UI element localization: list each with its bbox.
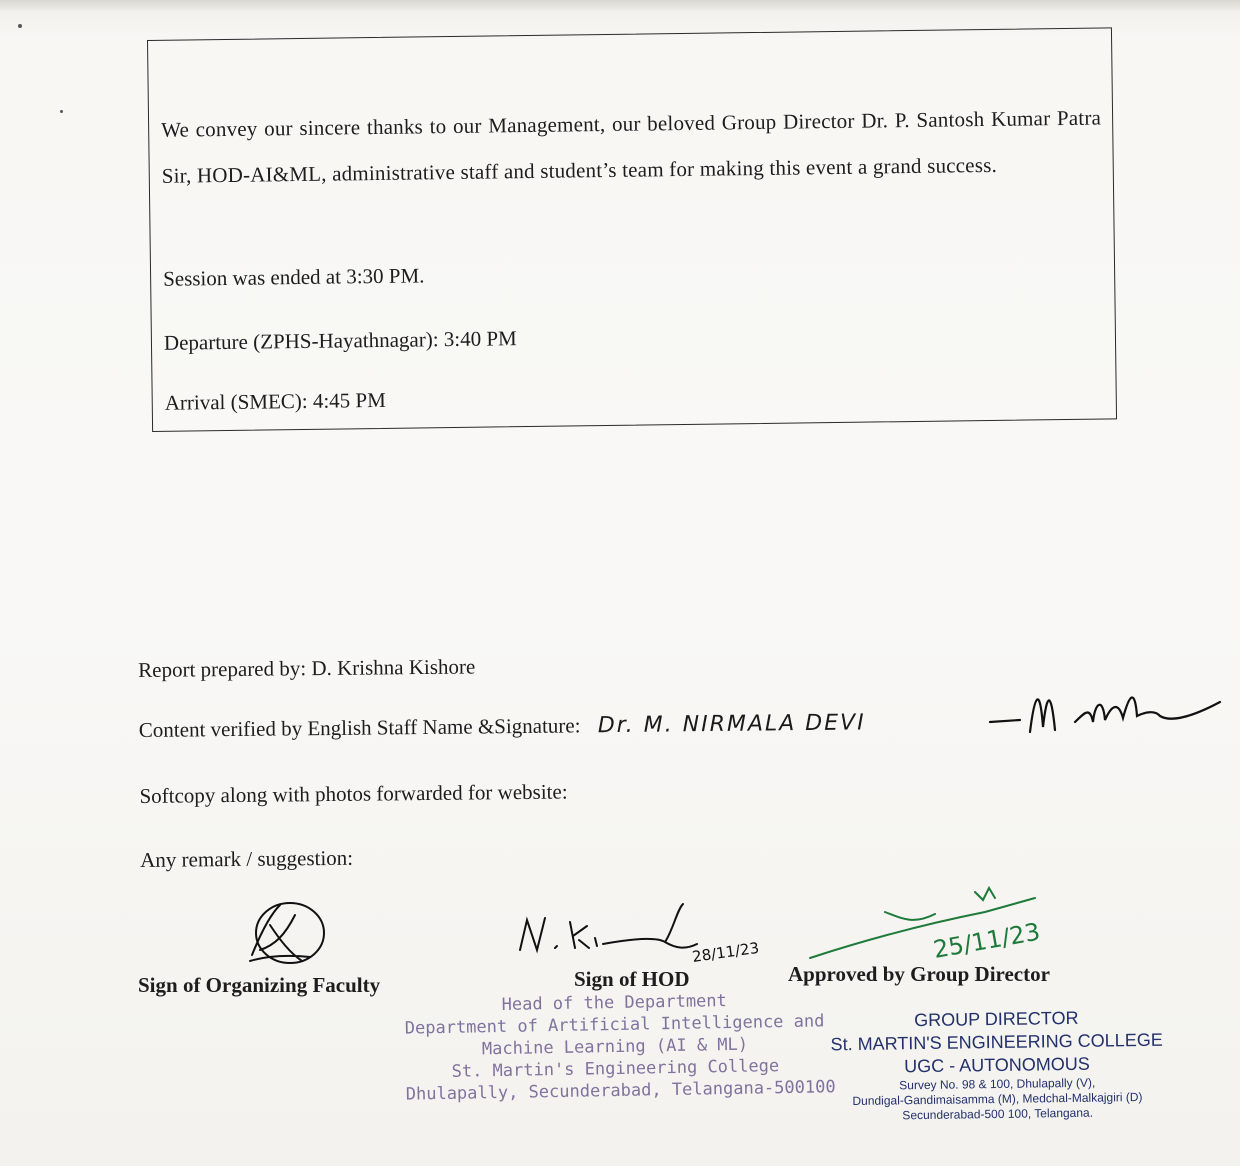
organizing-faculty-label: Sign of Organizing Faculty <box>138 973 381 997</box>
prepared-by-text: Report prepared by: D. Krishna Kishore <box>138 654 476 682</box>
thanks-paragraph: We convey our sincere thanks to our Management, our beloved Group Director Dr. P. Santosh Kumar Patra Sir, HOD-AI&ML, administrative staff and student’s team for making this event a grand success. <box>161 105 1102 188</box>
hod-stamp-line: Head of the Department <box>501 991 727 1015</box>
group-director-label: Approved by Group Director <box>788 962 1050 986</box>
hod-label: Sign of HOD <box>574 967 690 991</box>
session-end-text: Session was ended at 3:30 PM. <box>162 263 425 291</box>
remark-text: Any remark / suggestion: <box>140 845 354 872</box>
verified-by-label: Content verified by English Staff Name &Signature: <box>138 713 581 742</box>
arrival-text: Arrival (SMEC): 4:45 PM <box>164 387 386 415</box>
gd-stamp-title: GROUP DIRECTOR <box>914 1007 1079 1031</box>
group-director-stamp <box>811 1005 1183 1124</box>
hod-signature <box>515 900 775 975</box>
gd-stamp-status: UGC - AUTONOMOUS <box>904 1053 1090 1077</box>
hod-stamp-line: Machine Learning (AI & ML) <box>481 1034 749 1060</box>
softcopy-text: Softcopy along with photos forwarded for website: <box>139 779 568 808</box>
organizing-faculty-signature <box>240 895 335 975</box>
gd-stamp-address: Dundigal-Gandimaisamma (M), Medchal-Malkajgiri (D) <box>852 1089 1143 1109</box>
departure-text: Departure (ZPHS-Hayathnagar): 3:40 PM <box>163 326 517 355</box>
gd-stamp-address: Survey No. 98 & 100, Dhulapally (V), <box>899 1075 1096 1093</box>
hod-stamp-line: Dhulapally, Secunderabad, Telangana-500100 <box>405 1077 836 1105</box>
event-summary-box <box>147 27 1117 432</box>
scan-speck <box>18 24 22 28</box>
scan-speck <box>60 110 63 113</box>
page-top-edge <box>0 0 1240 12</box>
hod-signature-date: 28/11/23 <box>691 938 761 966</box>
hod-stamp-line: St. Martin's Engineering College <box>451 1056 780 1082</box>
gd-stamp-college: St. MARTIN'S ENGINEERING COLLEGE <box>830 1029 1163 1055</box>
hod-stamp-line: Department of Artificial Intelligence and <box>404 1011 825 1039</box>
english-staff-signature <box>985 682 1235 752</box>
group-director-signature <box>805 880 1065 970</box>
gd-stamp-address: Secunderabad-500 100, Telangana. <box>902 1105 1094 1123</box>
group-director-signature-date: 25/11/23 <box>931 917 1043 964</box>
verified-by-handwritten-name: Dr. M. NIRMALA DEVI <box>597 710 866 739</box>
hod-department-stamp <box>404 988 836 1105</box>
